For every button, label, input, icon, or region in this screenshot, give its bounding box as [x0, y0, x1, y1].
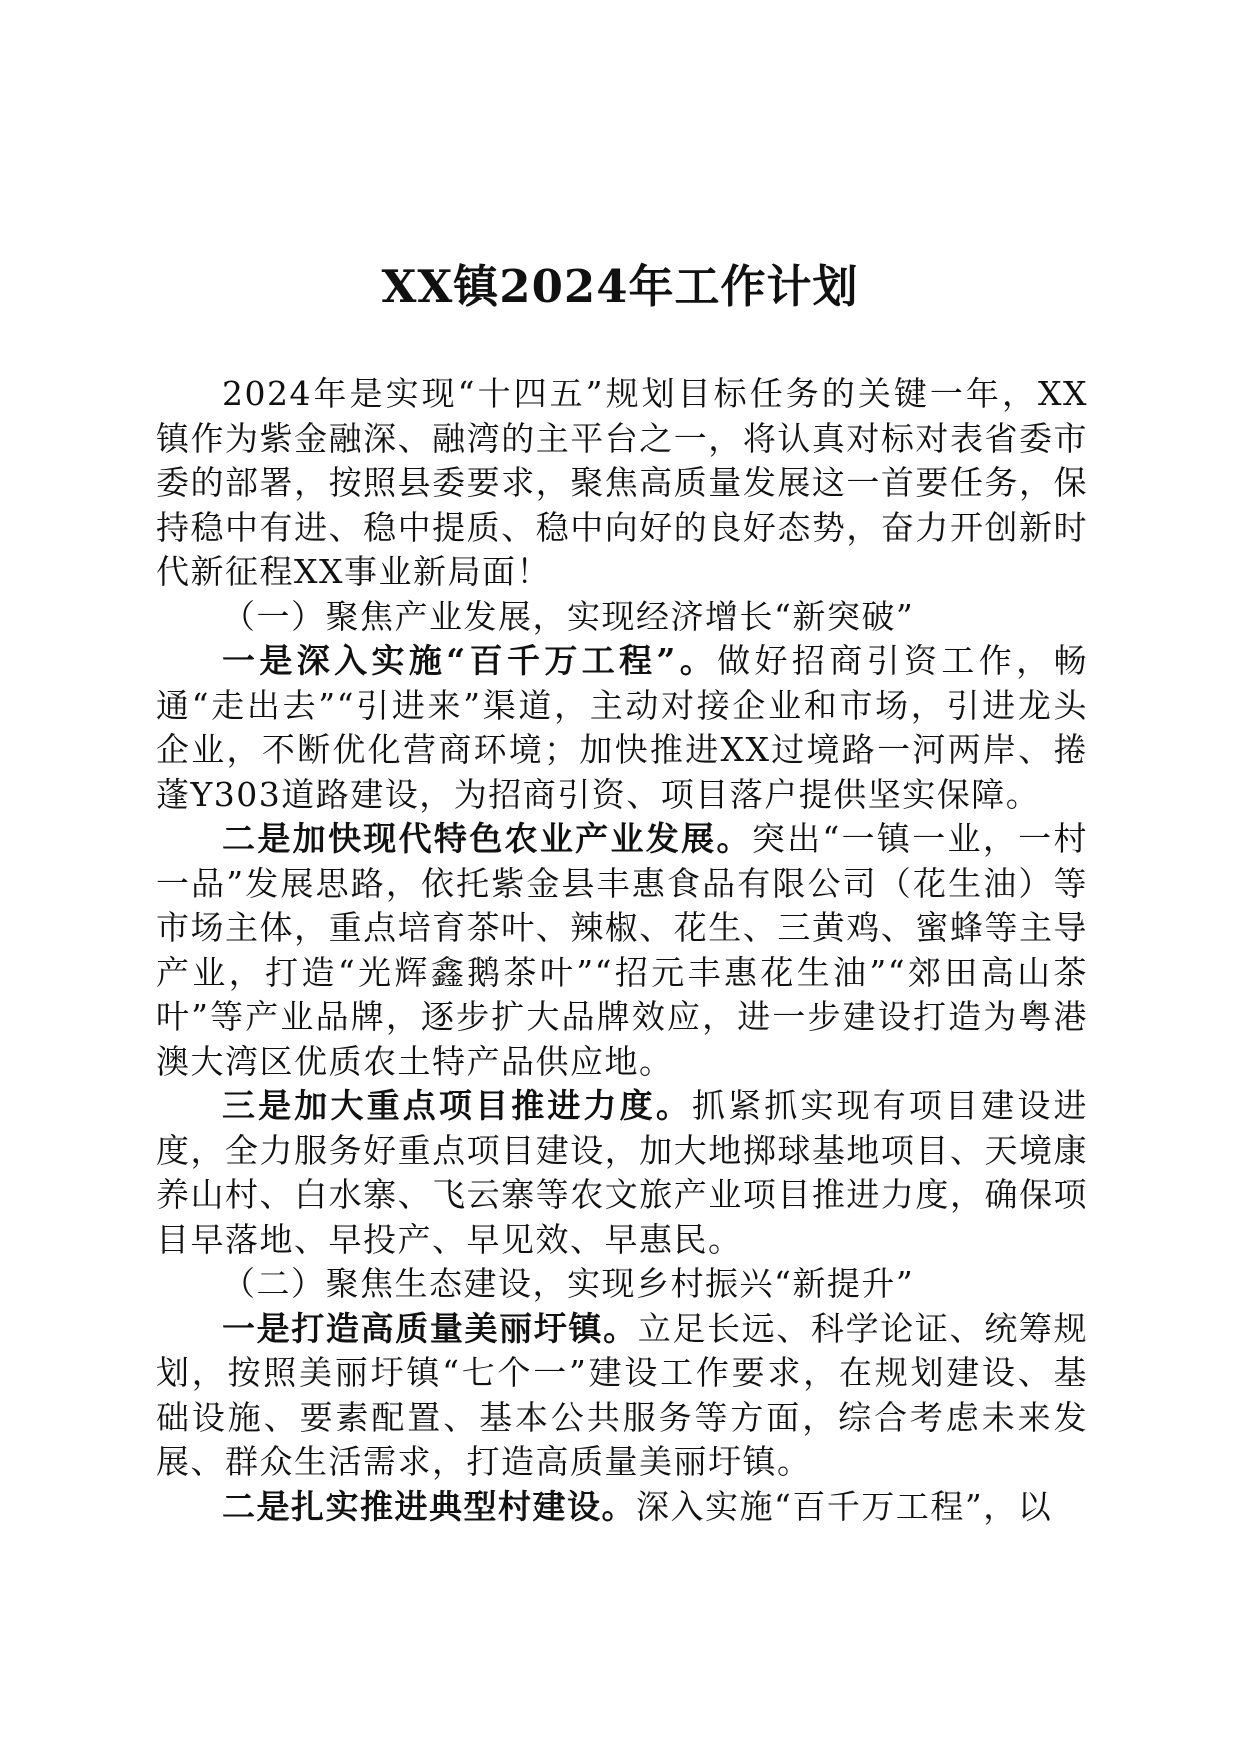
- paragraph-text: 做好招商引资工作，畅通“走出去”“引进来”渠道，主动对接企业和市场，引进龙头企业，不断优化营商环境；加快推进XX过境路一河两岸、捲蓬Y303道路建设，为招商引资、项目落户提供坚实保障。: [156, 641, 1088, 814]
- paragraph-2-1: [156, 1307, 1088, 1485]
- paragraph-text: 突出“一镇一业，一村一品”发展思路，依托紫金县丰惠食品有限公司（花生油）等市场主体，重点培育茶叶、辣椒、花生、三黄鸡、蜜蜂等主导产业，打造“光辉鑫鹅茶叶”“招元丰惠花生油”“郊田高山茶叶”等产业品牌，逐步扩大品牌效应，进一步建设打造为粤港澳大湾区优质农土特产品供应地。: [156, 819, 1088, 1081]
- paragraph-lead: 一是打造高质量美丽圩镇。: [222, 1308, 638, 1348]
- paragraph-text: 立足长远、科学论证、统筹规划，按照美丽圩镇“七个一”建设工作要求，在规划建设、基础设施、要素配置、基本公共服务等方面，综合考虑未来发展、群众生活需求，打造高质量美丽圩镇。: [156, 1308, 1089, 1481]
- paragraph-text: 深入实施“百千万工程”，以: [636, 1486, 1053, 1526]
- paragraph-lead: 一是深入实施“百千万工程”。: [222, 641, 718, 680]
- paragraph-text: 抓紧抓实现有项目建设进度，全力服务好重点项目建设，加大地掷球基地项目、天境康养山村、白水寨、飞云寨等农文旅产业项目推进力度，确保项目早落地、早投产、早见效、早惠民。: [156, 1086, 1089, 1259]
- paragraph-2-2: [156, 1485, 1088, 1530]
- section-heading-1: （一）聚焦产业发展，实现经济增长“新突破”: [222, 596, 915, 636]
- paragraph-lead: 二是加快现代特色农业产业发展。: [222, 819, 752, 858]
- paragraph-lead: 二是扎实推进典型村建设。: [222, 1486, 636, 1526]
- paragraph-1-2: [156, 817, 1088, 1084]
- document-title: XX镇2024年工作计划: [381, 260, 859, 313]
- intro-paragraph: 2024年是实现“十四五”规划目标任务的关键一年，XX镇作为紫金融深、融湾的主平台之一，将认真对标对表省委市委的部署，按照县委要求，聚焦高质量发展这一首要任务，保持稳中有进、稳中提质、稳中向好的良好态势，奋力开创新时代新征程XX事业新局面！: [156, 374, 1088, 591]
- paragraph-1-1: [156, 639, 1088, 817]
- document-body: [156, 372, 1088, 1529]
- paragraph-lead: 三是加大重点项目推进力度。: [222, 1086, 692, 1125]
- section-heading-2: （二）聚焦生态建设，实现乡村振兴“新提升”: [222, 1264, 915, 1303]
- paragraph-1-3: [156, 1084, 1088, 1262]
